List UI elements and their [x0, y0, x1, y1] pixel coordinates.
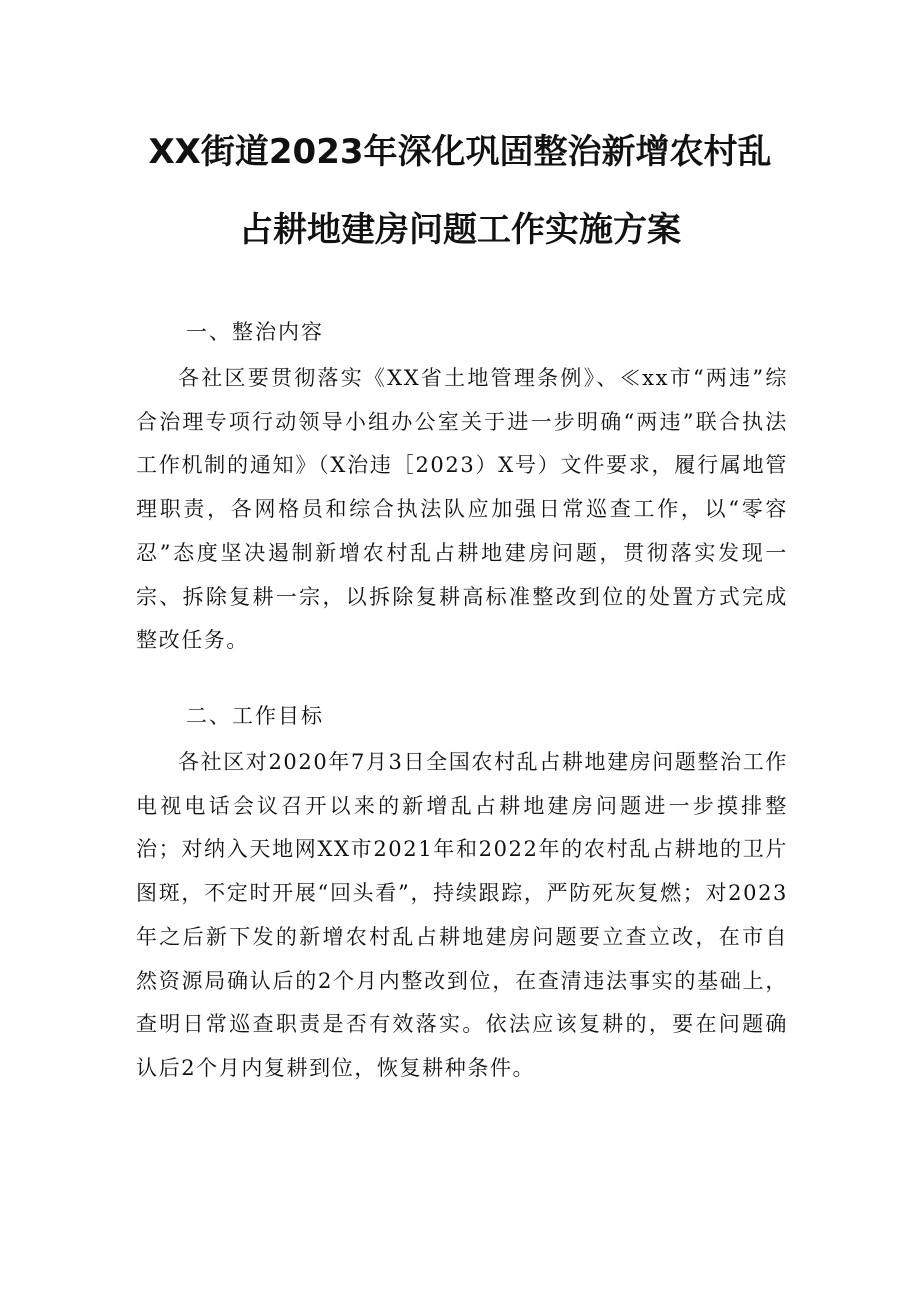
section-paragraph-content: 各社区要贯彻落实《XX省土地管理条例》、≪xx市“两违”综合治理专项行动领导小组办公室关于进一步明确“两违”联合执法工作机制的通知》（X治违［2023）X号）文件要求，履行属地管理职责，各网格员和综合执法队应加强日常巡查工作，以“零容忍”态度坚决遏制新增农村乱占耕地建房问题，贯彻落实发现一宗、拆除复耕一宗，以拆除复耕高标准整改到位的处置方式完成整改任务。 — [136, 366, 788, 653]
document-title-line-2: 占耕地建房问题工作实施方案 — [239, 210, 681, 250]
section-paragraph-goals: 各社区对2020年7月3日全国农村乱占耕地建房问题整治工作电视电话会议召开以来的新增乱占耕地建房问题进一步摸排整治；对纳入天地网XX市2021年和2022年的农村乱占耕地的卫片图斑，不定时开展“回头看”，持续跟踪，严防死灰复燃；对2023年之后新下发的新增农村乱占耕地建房问题要立查立改，在市自然资源局确认后的2个月内整改到位，在查清违法事实的基础上，查明日常巡查职责是否有效落实。依法应该复耕的，要在问题确认后2个月内复耕到位，恢复耕种条件。 — [136, 750, 788, 1080]
section-heading-content: 一、整治内容 — [186, 320, 324, 344]
document-title-line-1: XX街道2023年深化巩固整治新增农村乱 — [148, 132, 772, 172]
section-heading-goals: 二、工作目标 — [186, 704, 324, 728]
